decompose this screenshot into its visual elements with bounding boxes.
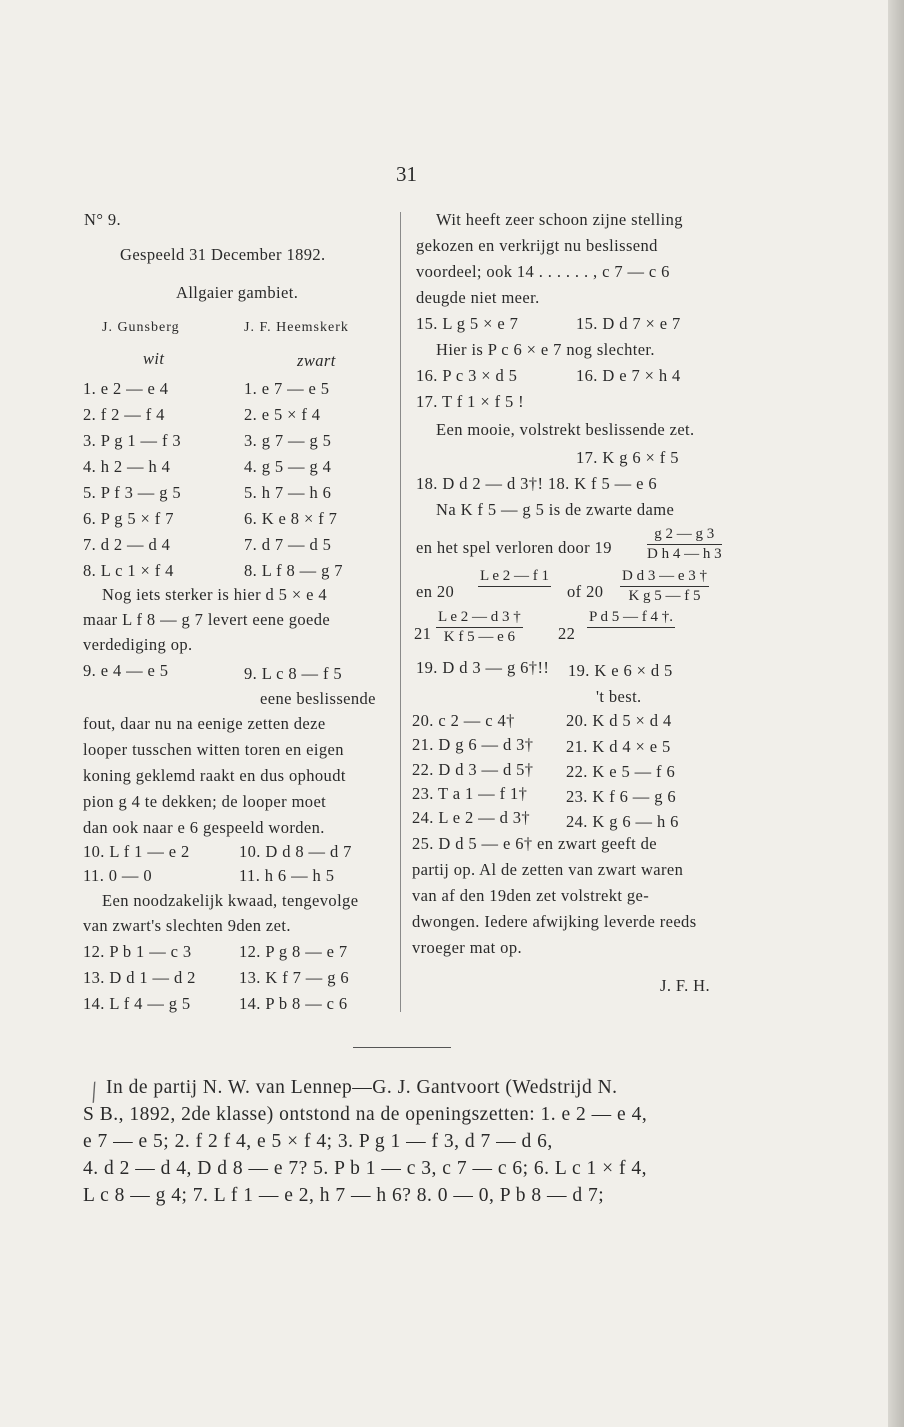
game-number: N° 9. xyxy=(84,210,122,229)
body-line: S B., 1892, 2de klasse) ontstond na de openingszetten: 1. e 2 — e 4, xyxy=(83,1104,648,1125)
move-black: 8. L f 8 — g 7 xyxy=(244,561,343,580)
variation-fraction xyxy=(478,568,551,588)
player-white: J. Gunsberg xyxy=(102,320,180,335)
move-white: 13. D d 1 — d 2 xyxy=(83,968,196,987)
move-white: 14. L f 4 — g 5 xyxy=(83,994,191,1013)
annotation-text: en 20 xyxy=(416,582,455,601)
move-black: 9. L c 8 — f 5 xyxy=(244,664,343,683)
move-black: 19. K e 6 × d 5 xyxy=(568,661,673,680)
fraction-denominator xyxy=(587,628,675,629)
move-white: 5. P f 3 — g 5 xyxy=(83,483,182,502)
move-white: 16. P c 3 × d 5 xyxy=(416,366,518,385)
annotation-line: Nog iets sterker is hier d 5 × e 4 xyxy=(102,585,327,604)
move-white: 17. T f 1 × f 5 ! xyxy=(416,392,525,411)
annotation-line: pion g 4 te dekken; de looper moet xyxy=(83,792,327,811)
fraction-denominator xyxy=(478,587,551,588)
move-white: 6. P g 5 × f 7 xyxy=(83,509,174,528)
move-black: 23. K f 6 — g 6 xyxy=(566,787,677,806)
move-black: 7. d 7 — d 5 xyxy=(244,535,332,554)
annotation-line: eene beslissende xyxy=(260,689,376,708)
move-white: 4. h 2 — h 4 xyxy=(83,457,171,476)
annotation-line: 25. D d 5 — e 6† en zwart geeft de xyxy=(412,834,657,853)
body-line: 4. d 2 — d 4, D d 8 — e 7? 5. P b 1 — c 3, c 7 — c 6; 6. L c 1 × f 4, xyxy=(83,1158,647,1179)
move-white: 2. f 2 — f 4 xyxy=(83,405,165,424)
annotation-line: Hier is P c 6 × e 7 nog slechter. xyxy=(436,340,655,359)
annotation-line: Na K f 5 — g 5 is de zwarte dame xyxy=(436,500,675,519)
move-white: 8. L c 1 × f 4 xyxy=(83,561,174,580)
annotation-line: gekozen en verkrijgt nu beslissend xyxy=(416,236,658,255)
opening-name: Allgaier gambiet. xyxy=(176,283,299,302)
move-black: 4. g 5 — g 4 xyxy=(244,457,332,476)
move-white: 24. L e 2 — d 3† xyxy=(412,808,531,827)
fraction-numerator: P d 5 — f 4 †. xyxy=(587,609,675,628)
variation-fraction xyxy=(647,526,722,563)
move-black: 16. D e 7 × h 4 xyxy=(576,366,681,385)
move-black: 10. D d 8 — d 7 xyxy=(239,842,352,861)
player-black: J. F. Heemskerk xyxy=(244,320,349,335)
move-black: 6. K e 8 × f 7 xyxy=(244,509,338,528)
annotation-line: maar L f 8 — g 7 levert eene goede xyxy=(83,610,331,629)
signature: J. F. H. xyxy=(660,976,711,995)
annotation-line: Een mooie, volstrekt beslissende zet. xyxy=(436,420,695,439)
move-white: 9. e 4 — e 5 xyxy=(83,661,169,680)
move-black: 20. K d 5 × d 4 xyxy=(566,711,672,730)
column-separator xyxy=(400,212,401,1012)
move-black: 13. K f 7 — g 6 xyxy=(239,968,350,987)
move-black: 5. h 7 — h 6 xyxy=(244,483,332,502)
pencil-mark-icon: / xyxy=(85,1075,103,1110)
annotation-line: dwongen. Iedere afwijking leverde reeds xyxy=(412,912,697,931)
annotation-text: of 20 xyxy=(567,582,604,601)
move-black: 2. e 5 × f 4 xyxy=(244,405,321,424)
annotation-line: voordeel; ook 14 . . . . . . , c 7 — c 6 xyxy=(416,262,670,281)
fraction-denominator: D h 4 — h 3 xyxy=(647,546,722,562)
annotation-line: koning geklemd raakt en dus ophoudt xyxy=(83,766,346,785)
move-white: 11. 0 — 0 xyxy=(83,866,152,885)
move-white: 1. e 2 — e 4 xyxy=(83,379,169,398)
fraction-denominator: K f 5 — e 6 xyxy=(443,629,515,645)
move-white: 15. L g 5 × e 7 xyxy=(416,314,519,333)
annotation-line: looper tusschen witten toren en eigen xyxy=(83,740,344,759)
move-black: 14. P b 8 — c 6 xyxy=(239,994,348,1013)
move-black: 12. P g 8 — e 7 xyxy=(239,942,348,961)
annotation-line: fout, daar nu na eenige zetten deze xyxy=(83,714,326,733)
label-black: zwart xyxy=(297,351,336,370)
move-white: 21. D g 6 — d 3† xyxy=(412,735,534,754)
fraction-numerator: L e 2 — d 3 † xyxy=(436,609,523,628)
annotation-text: 't best. xyxy=(596,687,642,706)
fraction-numerator: g 2 — g 3 xyxy=(647,526,722,545)
body-line: e 7 — e 5; 2. f 2 f 4, e 5 × f 4; 3. P g 1 — f 3, d 7 — d 6, xyxy=(83,1131,553,1152)
move-black: 15. D d 7 × e 7 xyxy=(576,314,681,333)
annotation-text: 21 xyxy=(414,624,432,643)
move-black: 11. h 6 — h 5 xyxy=(239,866,335,885)
variation-fraction xyxy=(436,609,523,646)
move-white: 23. T a 1 — f 1† xyxy=(412,784,528,803)
move-white: 19. D d 3 — g 6†!! xyxy=(416,658,550,677)
game-date: Gespeeld 31 December 1892. xyxy=(120,245,326,264)
move-white: 20. c 2 — c 4† xyxy=(412,711,515,730)
move-black: 24. K g 6 — h 6 xyxy=(566,812,679,831)
annotation-line: van af den 19den zet volstrekt ge- xyxy=(412,886,650,905)
move-white: 3. P g 1 — f 3 xyxy=(83,431,182,450)
fraction-numerator: D d 3 — e 3 † xyxy=(620,568,709,587)
variation-fraction xyxy=(620,568,709,605)
move-black: 17. K g 6 × f 5 xyxy=(576,448,679,467)
annotation-line: dan ook naar e 6 gespeeld worden. xyxy=(83,818,325,837)
move-black: 1. e 7 — e 5 xyxy=(244,379,330,398)
annotation-line: deugde niet meer. xyxy=(416,288,540,307)
move-black: 22. K e 5 — f 6 xyxy=(566,762,676,781)
annotation-line: vroeger mat op. xyxy=(412,938,523,957)
fraction-numerator: L e 2 — f 1 xyxy=(478,568,551,587)
annotation-line: partij op. Al de zetten van zwart waren xyxy=(412,860,684,879)
annotation-line: Wit heeft zeer schoon zijne stelling xyxy=(436,210,683,229)
body-line: L c 8 — g 4; 7. L f 1 — e 2, h 7 — h 6? 8. 0 — 0, P b 8 — d 7; xyxy=(83,1185,605,1206)
label-white: wit xyxy=(143,349,165,368)
move-black: 21. K d 4 × e 5 xyxy=(566,737,671,756)
annotation-line: verdediging op. xyxy=(83,635,193,654)
variation-fraction xyxy=(587,609,675,629)
annotation-line: Een noodzakelijk kwaad, tengevolge xyxy=(102,891,359,910)
move-white: 10. L f 1 — e 2 xyxy=(83,842,190,861)
page-edge xyxy=(888,0,904,1427)
body-line: In de partij N. W. van Lennep—G. J. Gantvoort (Wedstrijd N. xyxy=(106,1077,618,1098)
move-white: 7. d 2 — d 4 xyxy=(83,535,171,554)
annotation-line: van zwart's slechten 9den zet. xyxy=(83,916,291,935)
annotation-text: 22 xyxy=(558,624,576,643)
page-number: 31 xyxy=(396,162,417,186)
move-black: 3. g 7 — g 5 xyxy=(244,431,332,450)
section-rule xyxy=(353,1047,451,1048)
fraction-denominator: K g 5 — f 5 xyxy=(628,588,701,604)
move-pair: 18. D d 2 — d 3†! 18. K f 5 — e 6 xyxy=(416,474,657,493)
move-white: 22. D d 3 — d 5† xyxy=(412,760,534,779)
move-white: 12. P b 1 — c 3 xyxy=(83,942,192,961)
annotation-line: en het spel verloren door 19 xyxy=(416,538,612,557)
